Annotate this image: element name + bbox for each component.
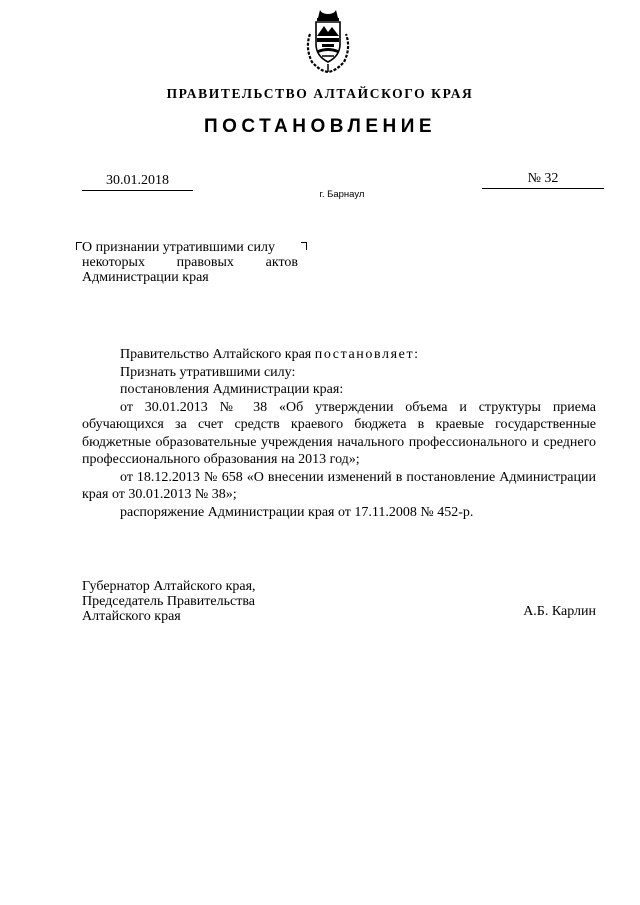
body-p1-colon: :	[414, 347, 419, 362]
signature-line-2: Председатель Правительства	[82, 594, 255, 609]
body-paragraph-2: Признать утратившими силу:	[120, 364, 296, 380]
document-date: 30.01.2018	[82, 172, 193, 191]
body-paragraph-4: от 30.01.2013 № 38 «Об утверждении объема и структуры приема обучающихся за счет средств краевого бюджета в краевые государственные бюджетные образовательные учреждения начального профессионального и среднего профессионального образования на 2013 год»;	[82, 399, 596, 467]
document-number: № 32	[482, 170, 604, 189]
document-body	[82, 346, 596, 521]
document-type: ПОСТАНОВЛЕНИЕ	[203, 116, 437, 137]
coat-of-arms-emblem	[302, 8, 354, 74]
signature-title	[82, 579, 342, 624]
body-paragraph-3: постановления Администрации края:	[120, 382, 344, 397]
signature-line-1: Губернатор Алтайского края,	[82, 579, 256, 594]
subject-line-1: О признании утратившими силу	[82, 240, 275, 255]
body-p1-verb: постановляет	[314, 347, 415, 362]
government-name: ПРАВИТЕЛЬСТВО АЛТАЙСКОГО КРАЯ	[166, 86, 474, 101]
document-city: г. Барнаул	[319, 189, 365, 200]
body-paragraph-6: распоряжение Администрации края от 17.11.2008 № 452-р.	[120, 504, 474, 520]
body-paragraph-1	[82, 346, 596, 364]
body-paragraph-5: от 18.12.2013 № 658 «О внесении изменений в постановление Администрации края от 30.01.2013 № 38»;	[82, 469, 596, 502]
subject-line-2: некоторых правовых актов	[82, 255, 298, 270]
subject-right-bracket	[301, 242, 307, 250]
document-subject	[82, 240, 298, 285]
subject-line-3: Администрации края	[82, 270, 209, 285]
signer-name: А.Б. Карлин	[523, 604, 596, 619]
signature-line-3: Алтайского края	[82, 609, 181, 624]
body-p1-prefix: Правительство Алтайского края	[120, 347, 315, 362]
